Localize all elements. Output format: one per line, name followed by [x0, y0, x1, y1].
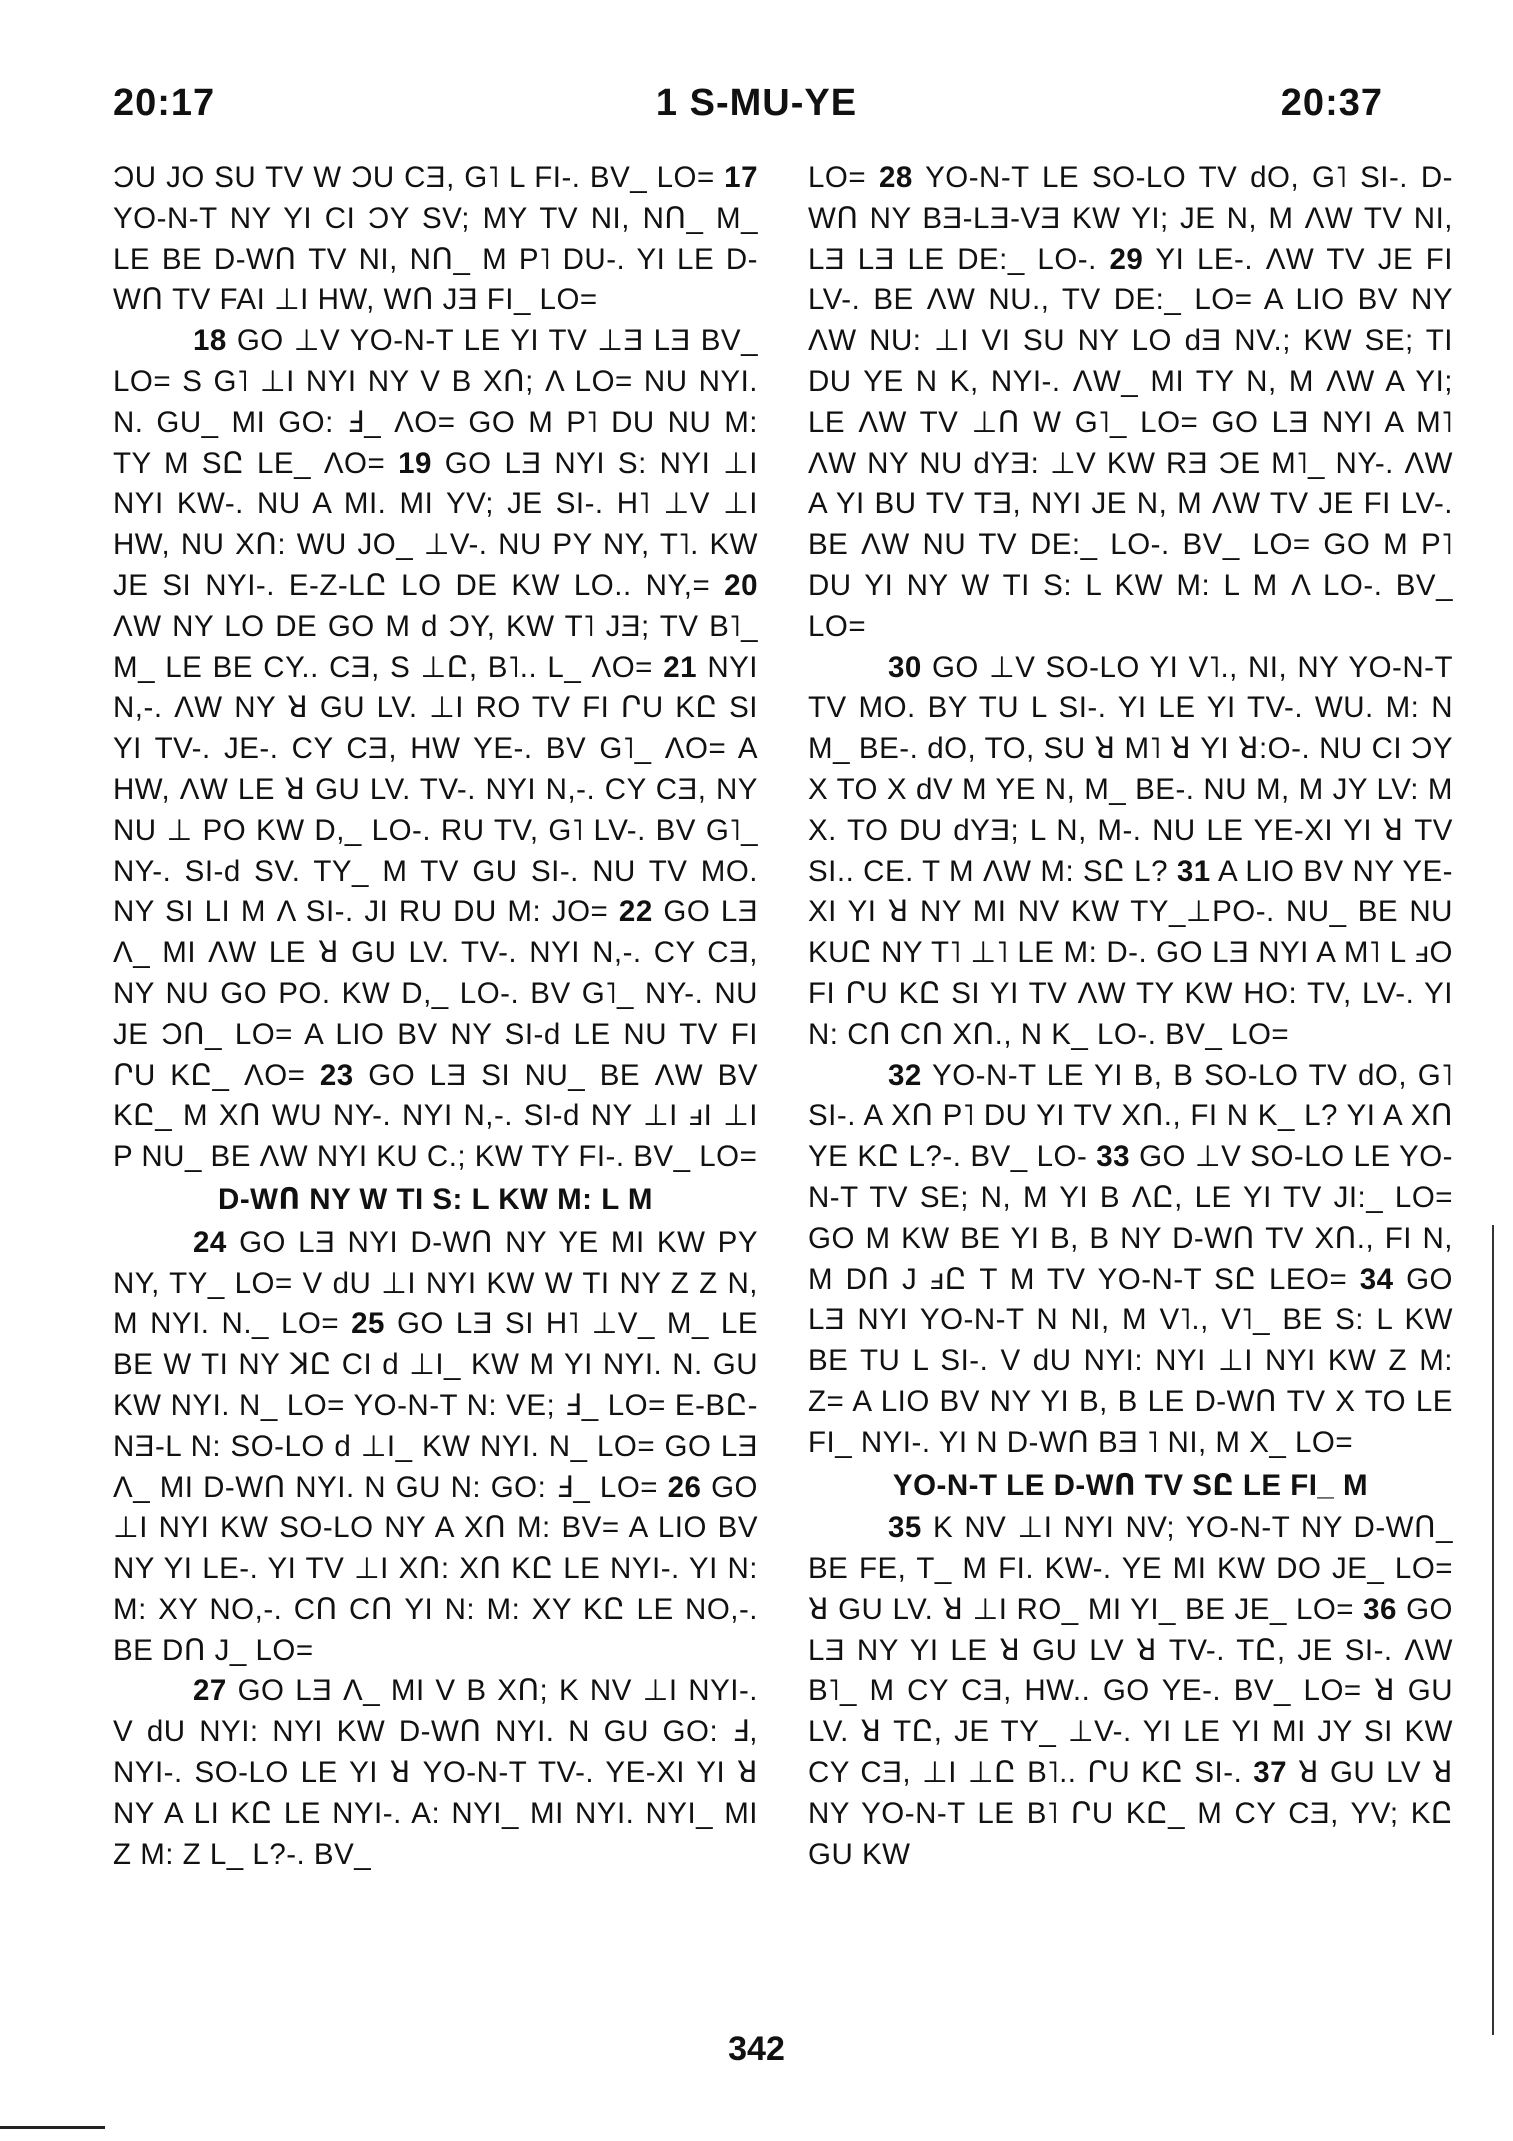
verse-text: YI LE-. ΛW TV JE FI LV-. BE ΛW NU., TV DE:_ LO= A LIO BV NY ΛW NU: ⊥I VI SU NY LO ԁƎ NV.; KW SE; TI DU YE N K, NYI-. ΛW_ MI TY N, M ΛW A YI; LE ΛW TV ⊥Ո W G˥_ LO= GO LƎ NYI A M˥ ΛW NY NU ԁYƎ: ⊥V KW RƎ ƆE M˥_ NY-. ΛW A YI BU TV TƎ, NYI JE N, M ΛW TV JE FI LV-. BE ΛW NU TV DE:_ LO-. BV_ LO= GO M P˥ DU YI NY W TI S: L KW M: L M Λ LO-. BV_ LO=	[808, 242, 1454, 643]
verse-text: ƆU JO SU TV W ƆU CƎ, G˥ L FI-. BV_ LO=	[113, 161, 725, 194]
verse-number: 37	[1253, 1756, 1288, 1790]
verse-number: 19	[398, 446, 432, 480]
verse-number: 28	[878, 161, 913, 194]
verse-text: GO LƎ NYI D-WՈ NY YE MI KW PY NY, TY_ LO= V ԁU ⊥I NYI KW W TI NY Z Z N, M NYI. N._ LO=	[113, 1225, 758, 1341]
verse-number: 29	[1109, 242, 1144, 276]
verse-text: ꓤ GU LV ꓤ NY YO-N-T LE B˥ ՐU KԸ_ M CY CƎ, YV; KԸ GU KW	[808, 1756, 1453, 1871]
paragraph	[808, 648, 1453, 1056]
verse-text: GO LƎ NYI YO-N-T N NI, M V˥., V˥_ BE S: L KW BE TU L SI-. V ԁU NYI: NYI ⊥I NYI KW Z M: Z= A LIO BV NY YI B, B LE D-WՈ TV X TO LE FI_ NYI-. YI N D-WՈ BƎ ˥ NI, M X_ LO=	[808, 1262, 1453, 1459]
verse-text: GO LƎ Λ_ MI V B XՈ; K NV ⊥I NYI-. V ԁU NYI: NYI KW D-WՈ NYI. N GU GO: Ⅎ, NYI-. SO-LO LE YI ꓤ YO-N-T TV-. YE-XI YI ꓤ NY A LI KԸ LE NYI-. A: NYI_ MI NYI. NYI_ MI Z M: Z L_ L?-. BV_	[113, 1674, 758, 1871]
verse-number: 35	[888, 1511, 922, 1545]
verse-number: 34	[1359, 1262, 1394, 1296]
verse-number: 17	[724, 161, 758, 194]
verse-text: YO-N-T NY YI CI ƆY SV; MY TV NI, NՈ_ M_ LE BE D-WՈ TV NI, NՈ_ M P˥ DU-. YI LE D-WՈ TV FAI ⊥I HW, WՈ JƎ FI_ LO=	[113, 201, 758, 317]
verse-text: YO-N-T LE YI B, B SO-LO TV ԁO, G˥ SI-. A XՈ P˥ DU YI TV XՈ., FI N K_ L? YI A XՈ YE KԸ L?-. BV_ LO-	[808, 1058, 1453, 1174]
section-heading: YO-N-T LE D-WՈ TV SԸ LE FI_ M	[892, 1468, 1369, 1502]
bottom-rule	[0, 2126, 105, 2129]
verse-number: 21	[663, 650, 698, 684]
paragraph	[113, 321, 758, 1178]
verse-text: GO LƎ Λ_ MI ΛW LE ꓤ GU LV. TV-. NYI N,-. CY CƎ, NY NU GO PO. KW D,_ LO-. BV G˥_ NY-. NU JE ƆՈ_ LO= A LIO BV NY SI-ԁ LE NU TV FI ՐU KԸ_ ΛO=	[113, 895, 759, 1092]
paragraph	[113, 1223, 758, 1672]
chapter-verse-end: 20:37	[1280, 82, 1383, 124]
verse-number: 25	[351, 1307, 385, 1341]
verse-number: 22	[618, 895, 653, 929]
text-column-left	[113, 158, 758, 1875]
verse-number: 30	[888, 650, 922, 684]
page-header	[0, 82, 1513, 132]
verse-text: GO ⊥I NYI KW SO-LO NY A XՈ M: BV= A LIO BV NY YI LE-. YI TV ⊥I XՈ: XՈ KԸ LE NYI-. YI N: M: XY NO,-. CՈ CՈ YI N: M: XY KԸ LE NO,-. BE DՈ J_ LO=	[113, 1470, 758, 1667]
chapter-verse-start: 20:17	[113, 82, 216, 124]
verse-number: 23	[319, 1058, 354, 1092]
book-title: 1 S-MU-YE	[655, 82, 858, 124]
verse-text: LO=	[808, 161, 879, 194]
verse-text: GO LƎ SI H˥ ⊥V_ M_ LE BE W TI NY ꓘԸ CI ԁ ⊥I_ KW M YI NYI. N. GU KW NYI. N_ LO= YO-N-T N: VE; Ⅎ_ LO= E-BԸ-NƎ-L N: SO-LO ԁ ⊥I_ KW NYI. N_ LO= GO LƎ Λ_ MI D-WՈ NYI. N GU N: GO: Ⅎ_ LO=	[113, 1307, 758, 1504]
verse-text: GO ⊥V SO-LO YI V˥., NI, NY YO-N-T TV MO. BY TU L SI-. YI LE YI TV-. WU. M: N M_ BE-. ԁO, TO, SU ꓤ M˥ ꓤ YI ꓤ:O-. NU CI ƆY X TO X ԁV M YE N, M_ BE-. NU M, M JY LV: M X. TO DU ԁYƎ; L N, M-. NU LE YE-XI YI ꓤ TV SI.. CE. T M ΛW M: SԸ L?	[808, 650, 1453, 888]
paragraph	[808, 1056, 1453, 1464]
verse-number: 18	[193, 324, 227, 358]
verse-number: 27	[193, 1674, 227, 1708]
page-number: 342	[728, 2030, 785, 2068]
paragraph	[113, 1671, 758, 1875]
verse-number: 20	[724, 568, 758, 602]
verse-number: 24	[193, 1225, 227, 1259]
margin-rule	[1492, 1225, 1494, 2035]
verse-number: 33	[1096, 1140, 1131, 1174]
verse-number: 36	[1363, 1592, 1397, 1626]
verse-text: K NV ⊥I NYI NV; YO-N-T NY D-WՈ_ BE FE, T_ M FI. KW-. YE MI KW DO JE_ LO= ꓤ GU LV. ꓤ ⊥I RO_ MI YI_ BE JE_ LO=	[808, 1511, 1454, 1626]
verse-text: GO ⊥V SO-LO LE YO-N-T TV SE; N, M YI B ΛԸ, LE YI TV JI:_ LO= GO M KW BE YI B, B NY D-WՈ TV XՈ., FI N, M DՈ J ⅎԸ T M TV YO-N-T SԸ LEO=	[808, 1140, 1454, 1296]
verse-number: 31	[1176, 854, 1211, 888]
paragraph	[808, 158, 1453, 648]
verse-text: NYI N,-. ΛW NY ꓤ GU LV. ⊥I RO TV FI ՐU KԸ SI YI TV-. JE-. CY CƎ, HW YE-. BV G˥_ ΛO= A HW, ΛW LE ꓤ GU LV. TV-. NYI N,-. CY CƎ, NY NU ⊥ PO KW D,_ LO-. RU TV, G˥ LV-. BV G˥_ NY-. SI-ԁ SV. TY_ M TV GU SI-. NU TV MO. NY SI LI M Λ SI-. JI RU DU M: JO=	[113, 650, 759, 929]
paragraph	[113, 158, 758, 321]
section-heading: D-WՈ NY W TI S: L KW M: L M	[218, 1182, 653, 1216]
verse-text: YO-N-T LE SO-LO TV ԁO, G˥ SI-. D-WՈ NY BƎ-LƎ-VƎ KW YI; JE N, M ΛW TV NI, LƎ LƎ LE DE:_ LO-.	[808, 161, 1453, 276]
text-column-right	[808, 158, 1453, 1875]
verse-text: GO LƎ SI NU_ BE ΛW BV KԸ_ M XՈ WU NY-. NYI N,-. SI-ԁ NY ⊥I ⅎI ⊥I P NU_ BE ΛW NYI KU C.; KW TY FI-. BV_ LO=	[113, 1058, 758, 1174]
verse-text: GO ⊥V YO-N-T LE YI TV ⊥Ǝ LƎ BV_ LO= S G˥ ⊥I NYI NY V B XՈ; Λ LO= NU NYI. N. GU_ MI GO: Ⅎ_ ΛO= GO M P˥ DU NU M: TY M SԸ LE_ ΛO=	[113, 324, 758, 480]
verse-text: A LIO BV NY YE-XI YI ꓤ NY MI NV KW TY_⊥PO-. NU_ BE NU KUԸ NY T˥ ⊥˥ LE M: D-. GO LƎ NYI A M˥ L ⅎO FI ՐU KԸ SI YI TV ΛW TY KW HO: TV, LV-. YI N: CՈ CՈ XՈ., N K_ LO-. BV_ LO=	[808, 854, 1453, 1051]
verse-text: ΛW NY LO DE GO M ԁ ƆY, KW T˥ JƎ; TV B˥_ M_ LE BE CY.. CƎ, S ⊥Ը, B˥.. L_ ΛO=	[113, 609, 758, 684]
verse-number: 32	[888, 1058, 922, 1092]
verse-number: 26	[667, 1470, 702, 1504]
verse-text: GO LƎ NY YI LE ꓤ GU LV ꓤ TV-. TԸ, JE SI-. ΛW B˥_ M CY CƎ, HW.. GO YE-. BV_ LO= ꓤ GU LV. ꓤ TԸ, JE TY_ ⊥V-. YI LE YI MI JY SI KW CY CƎ, ⊥I ⊥Ը B˥.. ՐU KԸ SI-.	[808, 1592, 1453, 1790]
paragraph	[808, 1508, 1453, 1875]
verse-text: GO LƎ NYI S: NYI ⊥I NYI KW-. NU A MI. MI YV; JE SI-. H˥ ⊥V ⊥I HW, NU XՈ: WU JO_ ⊥V-. NU PY NY, T˥. KW JE SI NYI-. E-Z-LԸ LO DE KW LO.. NY,=	[113, 446, 759, 602]
